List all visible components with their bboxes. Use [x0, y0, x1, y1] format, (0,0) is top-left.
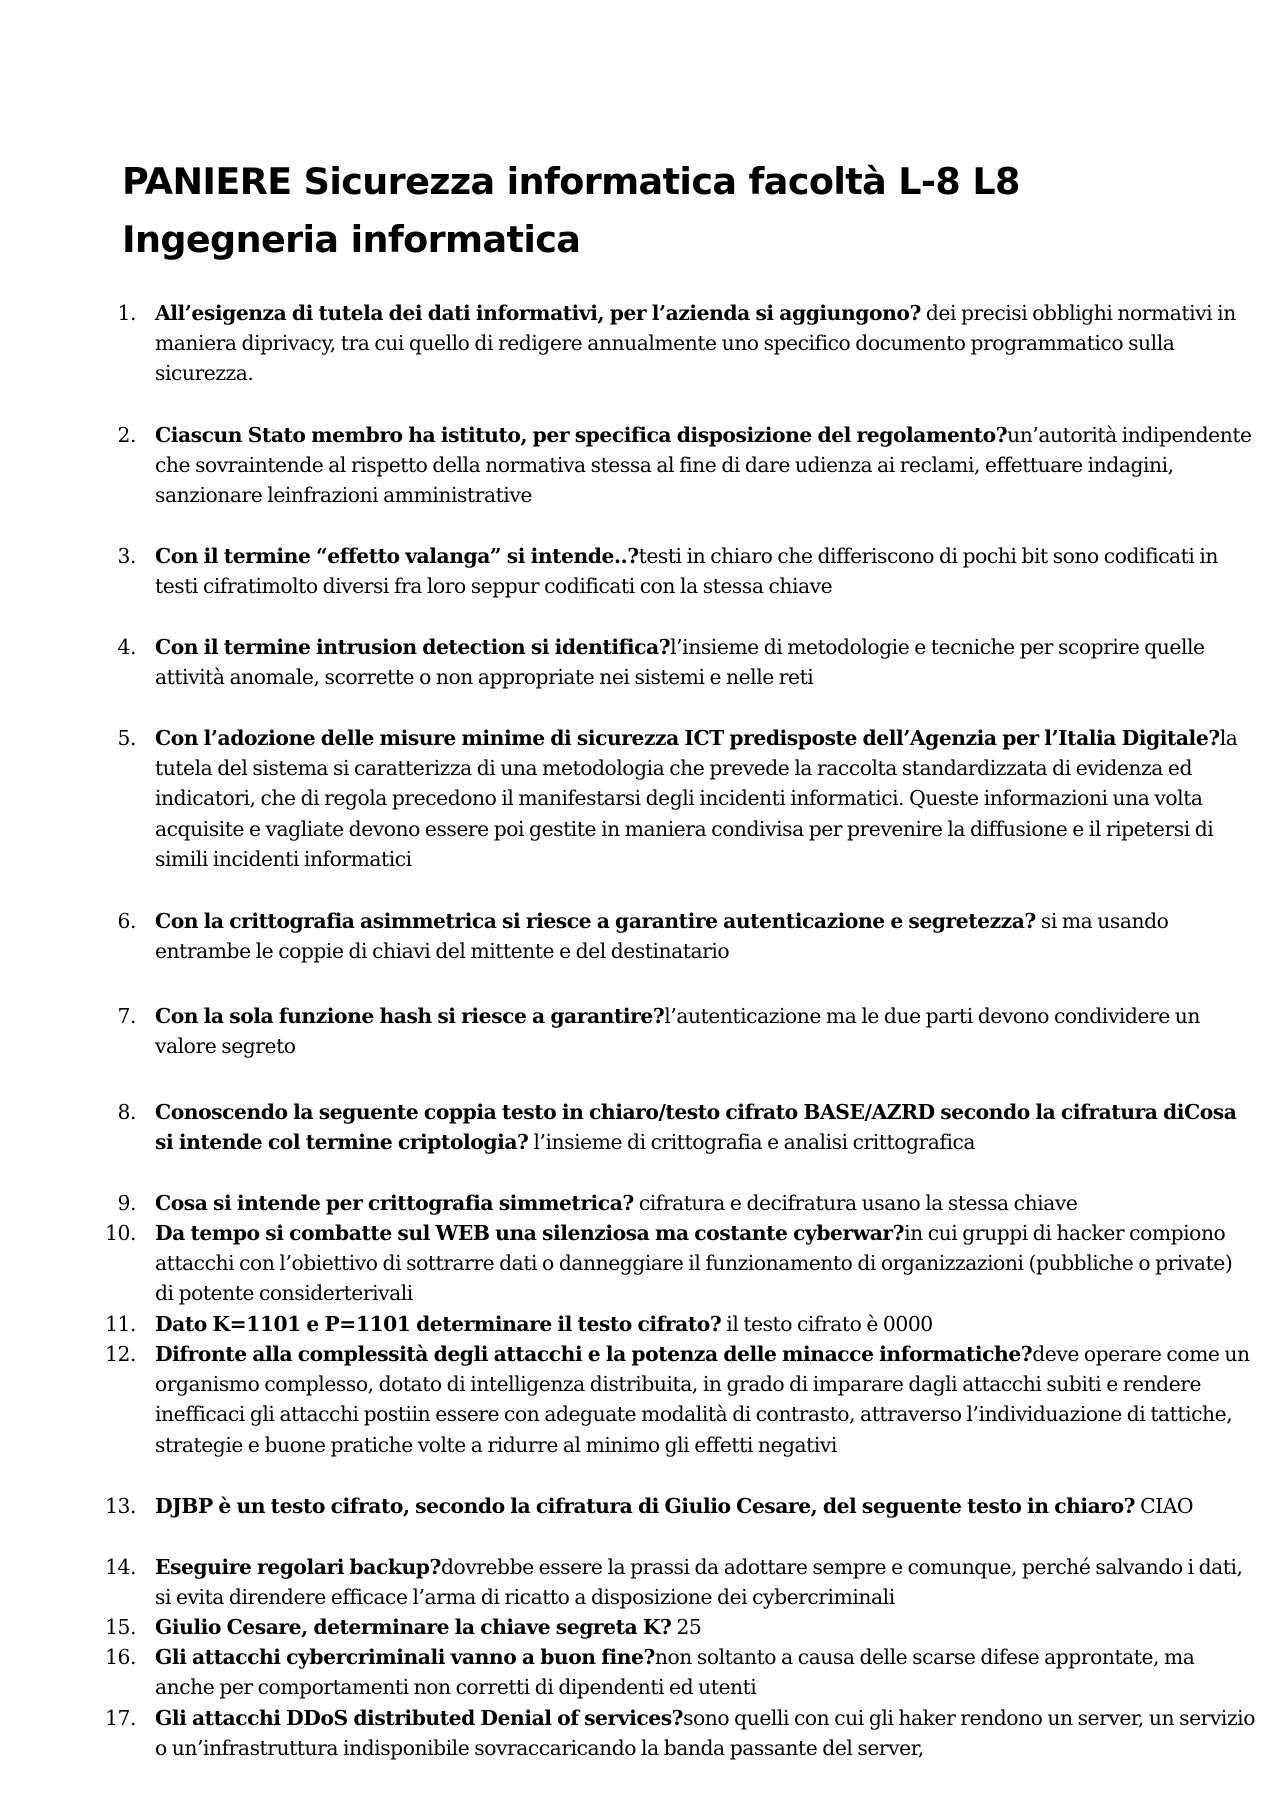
answer-text: testi in chiaro che differiscono di pochi bit sono codificati in testi cifratimolto diversi fra loro seppur codificati con la stessa chiave — [155, 544, 1219, 599]
question-text: Conoscendo la seguente coppia testo in chiaro/testo cifrato BASE/AZRD secondo la cifratura diCosa si intende col termine criptologia? — [155, 1100, 1237, 1155]
question-body — [155, 1612, 1255, 1642]
answer-text: l’autenticazione ma le due parti devono condividere un valore segreto — [155, 1004, 1200, 1059]
question-body — [155, 723, 1255, 874]
question-body — [155, 906, 1255, 966]
question-text: Cosa si intende per crittografia simmetrica? — [155, 1191, 634, 1215]
question-number: 14. — [105, 1555, 136, 1579]
question-number: 4. — [117, 635, 136, 659]
question-number: 6. — [117, 909, 136, 933]
question-number: 11. — [105, 1312, 136, 1336]
question-number: 17. — [105, 1706, 136, 1730]
answer-text: non soltanto a causa delle scarse difese approntate, ma anche per comportamenti non corretti di dipendenti ed utenti — [155, 1645, 1195, 1700]
answer-text: l’insieme di metodologie e tecniche per scoprire quelle attività anomale, scorrette o non appropriate nei sistemi e nelle reti — [155, 635, 1205, 690]
question-number: 1. — [117, 301, 136, 325]
question-number: 8. — [117, 1100, 136, 1124]
answer-text: sono quelli con cui gli haker rendono un server, un servizio o un’infrastruttura indisponibile sovraccaricando la banda passante del server, — [155, 1706, 1255, 1761]
answer-text: l’insieme di crittografia e analisi crittografica — [528, 1130, 976, 1155]
question-body — [155, 1339, 1255, 1460]
answer-text: la tutela del sistema si caratterizza di una metodologia che prevede la raccolta standardizzata di evidenza ed indicatori, che di regola precedono il manifestarsi degli incidenti informatici. Queste informazioni una volta acquisite e vagliate devono essere poi gestite in maniera condivisa per prevenire la diffusione e il ripetersi di simili incidenti informatici — [155, 726, 1238, 871]
question-text: Gli attacchi DDoS distributed Denial of services? — [155, 1706, 684, 1730]
question-number: 15. — [105, 1615, 136, 1639]
question-text: Difronte alla complessità degli attacchi e la potenza delle minacce informatiche? — [155, 1342, 1033, 1366]
question-number: 7. — [117, 1004, 136, 1028]
question-body — [155, 1309, 1255, 1339]
question-text: Eseguire regolari backup? — [155, 1555, 441, 1579]
answer-text: 25 — [671, 1615, 702, 1639]
question-body — [155, 1491, 1255, 1521]
question-number: 12. — [105, 1342, 136, 1366]
question-text: DJBP è un testo cifrato, secondo la cifratura di Giulio Cesare, del seguente testo in chiaro? — [155, 1494, 1136, 1518]
question-number: 2. — [117, 423, 136, 447]
question-text: All’esigenza di tutela dei dati informativi, per l’azienda si aggiungono? — [155, 301, 921, 325]
question-body — [155, 1218, 1255, 1309]
question-body — [155, 420, 1255, 511]
question-text: Gli attacchi cybercriminali vanno a buon fine? — [155, 1645, 655, 1669]
question-body — [155, 298, 1255, 389]
question-body — [155, 541, 1255, 601]
question-number: 9. — [117, 1191, 136, 1215]
question-text: Giulio Cesare, determinare la chiave segreta K? — [155, 1615, 672, 1639]
question-number: 3. — [117, 544, 136, 568]
question-number: 13. — [105, 1494, 136, 1518]
question-text: Con il termine intrusion detection si identifica? — [155, 635, 671, 659]
question-text: Da tempo si combatte sul WEB una silenziosa ma costante cyberwar? — [155, 1221, 905, 1245]
question-text: Ciascun Stato membro ha istituto, per specifica disposizione del regolamento? — [155, 423, 1008, 447]
question-text: Dato K=1101 e P=1101 determinare il testo cifrato? — [155, 1312, 722, 1336]
question-body — [155, 632, 1255, 692]
answer-text: in cui gruppi di hacker compiono attacchi con l’obiettivo di sottrarre dati o danneggiare il funzionamento di organizzazioni (pubbliche o private) di potente considerterivali — [155, 1221, 1233, 1306]
answer-text: un’autorità indipendente che sovraintende al rispetto della normativa stessa al fine di dare udienza ai reclami, effettuare indagini, sanzionare leinfrazioni amministrative — [155, 423, 1252, 508]
answer-text: dei precisi obblighi normativi in maniera diprivacy, tra cui quello di redigere annualmente uno specifico documento programmatico sulla sicurezza. — [155, 301, 1236, 386]
question-number: 16. — [105, 1645, 136, 1669]
answer-text: CIAO — [1135, 1494, 1194, 1518]
question-body — [155, 1097, 1255, 1157]
question-number: 5. — [117, 726, 136, 750]
question-body — [155, 1001, 1255, 1061]
question-text: Con la crittografia asimmetrica si riesce a garantire autenticazione e segretezza? — [155, 909, 1036, 933]
question-text: Con l’adozione delle misure minime di sicurezza ICT predisposte dell’Agenzia per l’Italia Digitale? — [155, 726, 1220, 750]
answer-text: si ma usando entrambe le coppie di chiavi del mittente e del destinatario — [155, 909, 1169, 964]
question-body — [155, 1703, 1255, 1763]
question-text: Con la sola funzione hash si riesce a garantire? — [155, 1004, 665, 1028]
question-text: Con il termine “effetto valanga” si intende..? — [155, 544, 639, 568]
answer-text: il testo cifrato è 0000 — [721, 1312, 933, 1336]
question-body — [155, 1642, 1255, 1702]
question-number: 10. — [105, 1221, 136, 1245]
question-body — [155, 1188, 1255, 1218]
question-body — [155, 1552, 1255, 1612]
answer-text: dovrebbe essere la prassi da adottare sempre e comunque, perché salvando i dati, si evita direndere efficace l’arma di ricatto a disposizione dei cybercriminali — [155, 1555, 1243, 1610]
answer-text: deve operare come un organismo complesso, dotato di intelligenza distribuita, in grado di imparare dagli attacchi subiti e rendere inefficaci gli attacchi postiin essere con adeguate modalità di contrasto, attraverso l’individuazione di tattiche, strategie e buone pratiche volte a ridurre al minimo gli effetti negativi — [155, 1342, 1250, 1457]
document-title: PANIERE Sicurezza informatica facoltà L-8 L8 Ingegneria informatica — [122, 160, 1020, 261]
answer-text: cifratura e decifratura usano la stessa chiave — [633, 1191, 1078, 1215]
